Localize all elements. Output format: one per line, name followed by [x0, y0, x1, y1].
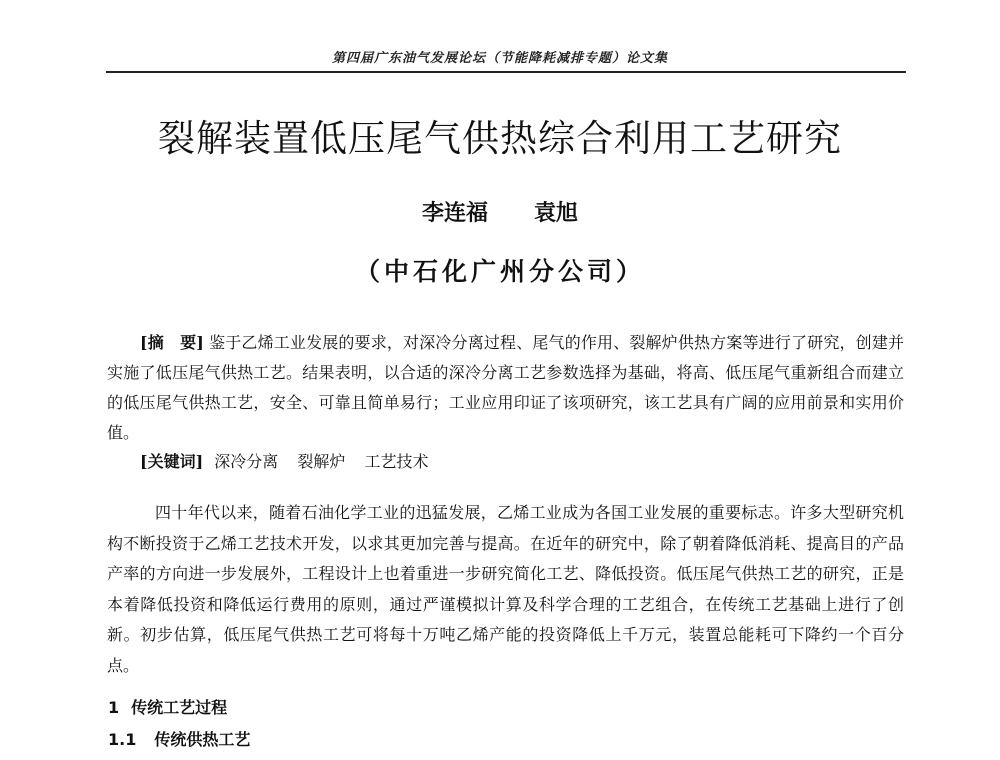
author-name: 李连福	[421, 200, 488, 226]
section-title: 传统工艺过程	[131, 698, 228, 717]
running-header: 第四届广东油气发展论坛（节能降耗减排专题）论文集	[331, 51, 668, 66]
abstract-label: [摘 要]	[140, 333, 204, 352]
keyword: 裂解炉	[297, 452, 346, 471]
keywords-label: [关键词]	[140, 452, 204, 471]
subsection-heading	[108, 727, 250, 750]
subsection-number: 1.1	[108, 730, 137, 749]
header-rule	[106, 71, 906, 73]
affiliation: （中石化广州分公司）	[354, 257, 645, 286]
intro-paragraph: 四十年代以来，随着石油化学工业的迅猛发展，乙烯工业成为各国工业发展的重要标志。许多大型研究机构不断投资于乙烯工艺技术开发，以求其更加完善与提高。在近年的研究中，除了朝着降低消耗、提高目的产品产率的方向进一步发展外，工程设计上也着重进一步研究简化工艺、降低投资。低压尾气供热工艺的研究，正是本着降低投资和降低运行费用的原则，通过严谨模拟计算及科学合理的工艺组合，在传统工艺基础上进行了创新。初步估算，低压尾气供热工艺可将每十万吨乙烯产能的投资降低上千万元，装置总能耗可下降约一个百分点。	[107, 503, 904, 675]
keyword: 深冷分离	[214, 452, 279, 471]
author-list	[0, 196, 1000, 227]
section-heading	[108, 695, 227, 718]
keywords	[140, 447, 900, 477]
paper-title: 裂解装置低压尾气供热综合利用工艺研究	[158, 117, 842, 160]
abstract-text: 鉴于乙烯工业发展的要求，对深冷分离过程、尾气的作用、裂解炉供热方案等进行了研究，创建并实施了低压尾气供热工艺。结果表明，以合适的深冷分离工艺参数选择为基础，将高、低压尾气重新组合而建立的低压尾气供热工艺，安全、可靠且简单易行；工业应用印证了该项研究，该工艺具有广阔的应用前景和实用价值。	[107, 333, 904, 442]
subsection-title: 传统供热工艺	[154, 730, 251, 749]
section-number: 1	[108, 698, 120, 717]
keyword: 工艺技术	[364, 452, 429, 471]
abstract	[107, 328, 904, 448]
author-name: 袁旭	[534, 200, 579, 226]
